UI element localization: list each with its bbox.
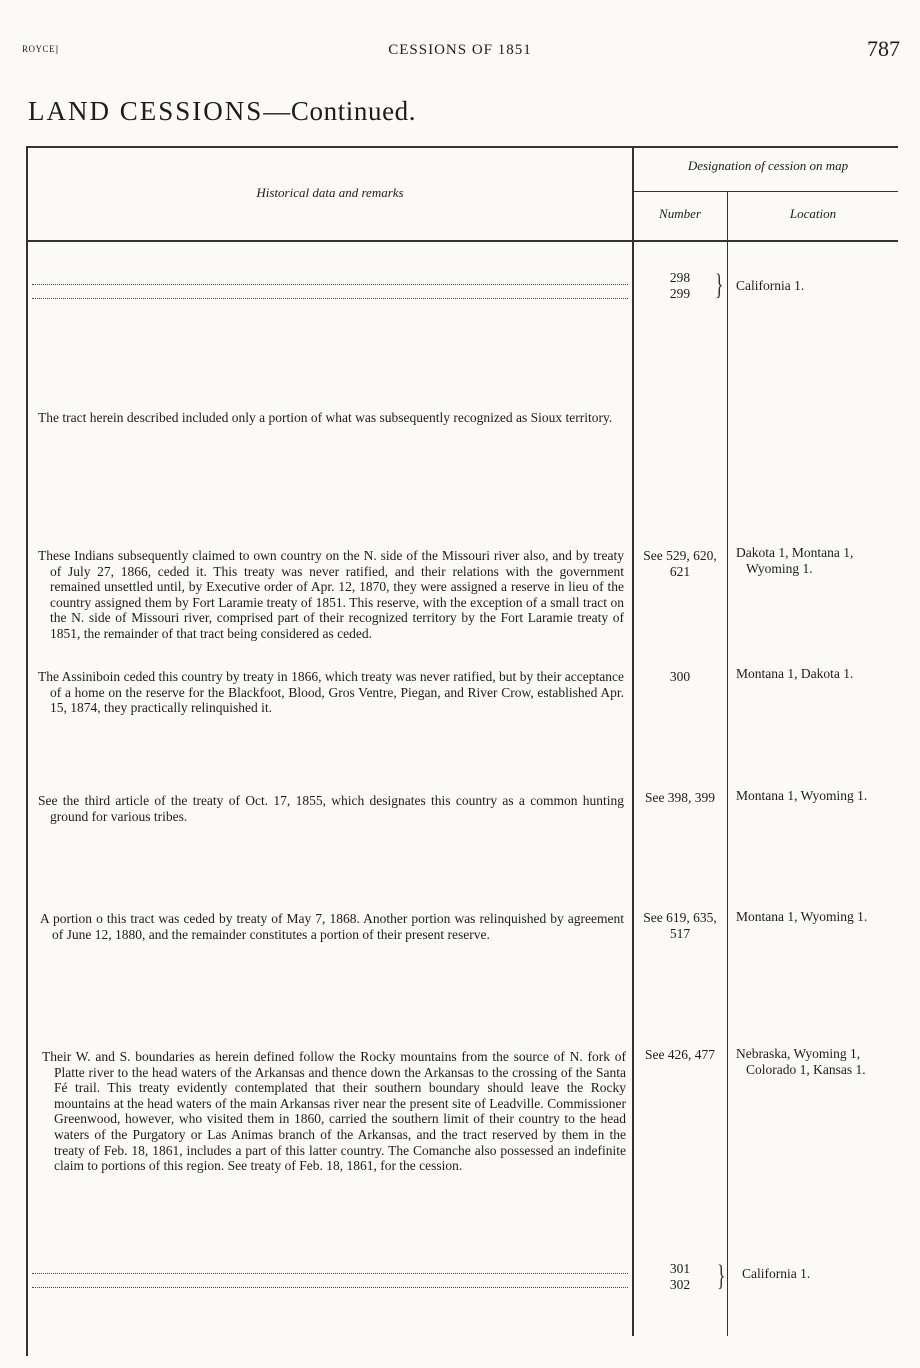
- header-location: Location: [789, 206, 837, 221]
- remark-text: See the third article of the treaty of Oct. 17, 1855, which designates this country as a common hunting ground for various tribes.: [38, 793, 624, 824]
- remark-text: The Assiniboin ceded this country by treaty in 1866, which treaty was never ratified, but by their acceptance of a home on the reserve for the Blackfoot, Blood, Gros Ventre, Piegan, and River Crow, established Apr. 15, 1874, they practically relinquished it.: [38, 669, 624, 716]
- leader-dots: [32, 1287, 628, 1288]
- leader-dots: [32, 298, 628, 299]
- cession-location: [736, 909, 906, 925]
- cession-number-298: 298 299: [669, 270, 691, 301]
- cession-location: [736, 788, 906, 804]
- cession-location: [736, 545, 906, 576]
- table-left-rule: [26, 146, 28, 1356]
- page-number: 787: [867, 36, 900, 61]
- cession-number: [634, 270, 726, 301]
- cession-location-text: Montana 1, Dakota 1.: [736, 666, 854, 681]
- remark-assiniboin: [38, 669, 624, 716]
- leader-dots: [32, 1273, 628, 1274]
- title-rest: —Continued.: [263, 96, 417, 126]
- remark-sioux: [38, 410, 624, 426]
- header-bottom-rule: [26, 240, 898, 242]
- remark-hunting-ground: [38, 793, 624, 824]
- remark-text: Their W. and S. boundaries as herein defined follow the Rocky mountains from the source of N. fork of Platte river to the head waters of the Arkansas and thence down the Arkansas to the crossing of the Santa Fé trail. This treaty evidently contemplated that their southern boundary should leave the Rocky mountains at the head waters of the main Arkansas river near the present site of Leadville. Commissioner Greenwood, however, who visited them in 1860, carried the southern limit of their country to the head waters of the Purgatory or Las Animas branch of the Arkansas, and the tract reserved by them in the treaty of Feb. 18, 1861, includes a part of this latter country. The Comanche also possessed an indefinite claim to portions of this region. See treaty of Feb. 18, 1861, for the cession.: [42, 1049, 626, 1174]
- brace-icon: }: [716, 1259, 726, 1292]
- cession-location: California 1.: [736, 278, 805, 293]
- remark-text: These Indians subsequently claimed to own country on the N. side of the Missouri river also, and by treaty of July 27, 1866, ceded it. This treaty was never ratified, and their relations with the government remained unsettled until, by Executive order of Apr. 12, 1870, they were assigned a reserve in lieu of the country assigned them by Fort Laramie treaty of 1851. This reserve, with the exception of a small tract on the N. side of Missouri river, comprised part of their recognized territory by the Fort Laramie treaty of 1851, the remainder of that tract being considered as ceded.: [38, 548, 624, 641]
- remark-boundaries: [42, 1049, 626, 1174]
- cession-number: See 619, 635, 517: [643, 910, 717, 941]
- column-rule-location: [727, 192, 728, 1336]
- cession-number: 300: [669, 669, 691, 684]
- remark-text: A portion o this tract was ceded by treaty of May 7, 1868. Another portion was relinquished by agreement of June 12, 1880, and the remainder constitutes a portion of their present reserve.: [40, 911, 624, 942]
- cession-location-text: Montana 1, Wyoming 1.: [736, 909, 868, 924]
- table-top-rule: [26, 146, 898, 148]
- leader-dots: [32, 284, 628, 285]
- title-caps: LAND CESSIONS: [28, 96, 264, 126]
- header-remarks: Historical data and remarks: [256, 185, 404, 200]
- running-head-author: ROYCE]: [22, 44, 59, 54]
- cession-number: See 426, 477: [644, 1047, 716, 1062]
- cession-number: See 529, 620, 621: [643, 548, 717, 579]
- header-number: Number: [659, 206, 701, 221]
- header-designation: Designation of cession on map: [687, 158, 849, 173]
- group-underline: [632, 191, 898, 192]
- brace-icon: }: [714, 268, 724, 301]
- page-title: [28, 96, 416, 127]
- remark-missouri: [38, 548, 624, 642]
- cession-number: [634, 1261, 726, 1292]
- cession-number: See 398, 399: [644, 790, 716, 805]
- cession-location: [736, 666, 906, 682]
- remark-text: The tract herein described included only a portion of what was subsequently recognized as Sioux territory.: [38, 410, 613, 425]
- cession-location: [736, 1046, 906, 1077]
- column-rule-number: [632, 146, 634, 1336]
- remark-portion-ceded: [40, 911, 624, 942]
- cession-number-301: 301 302: [669, 1261, 691, 1292]
- cession-location-text: Dakota 1, Montana 1, Wyoming 1.: [736, 545, 854, 576]
- running-head-title: CESSIONS OF 1851: [388, 42, 532, 58]
- cession-location: California 1.: [742, 1266, 811, 1281]
- cession-location-text: Montana 1, Wyoming 1.: [736, 788, 868, 803]
- cession-location-text: Nebraska, Wyoming 1, Colorado 1, Kansas 1.: [736, 1046, 866, 1077]
